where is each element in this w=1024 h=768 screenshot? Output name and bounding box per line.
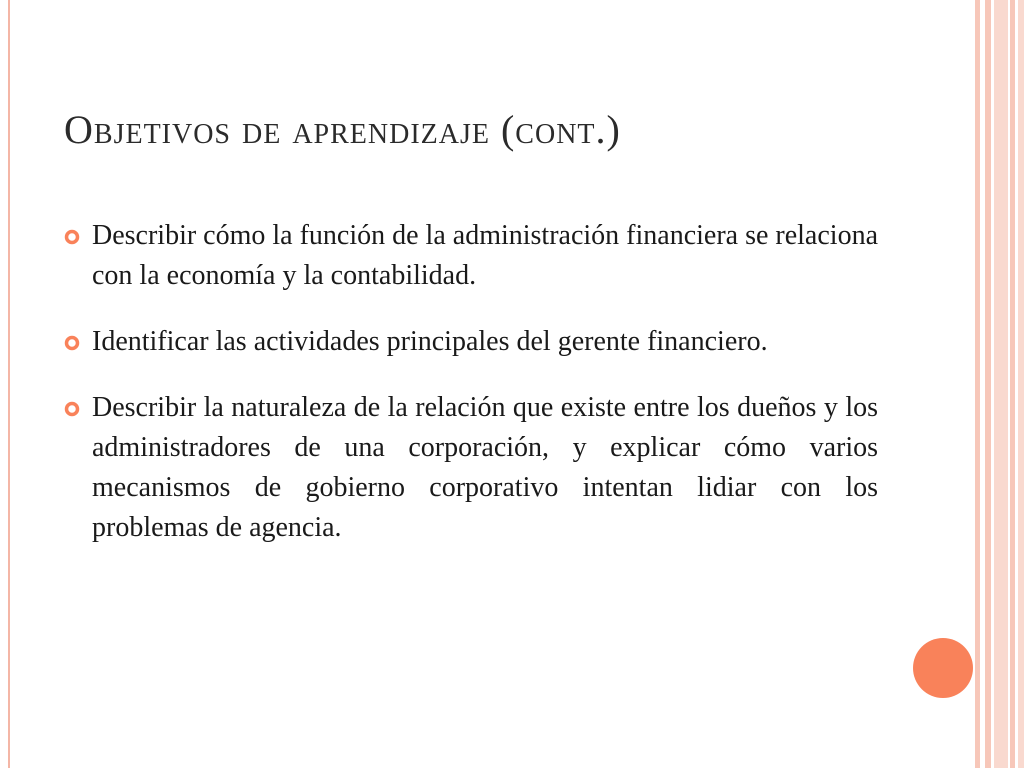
- orange-ring-bullet-icon: [64, 229, 80, 245]
- bullet-list: [64, 216, 878, 574]
- orange-ring-bullet-icon: [64, 401, 80, 417]
- bullet-item: [64, 322, 878, 362]
- bullet-text: Describir cómo la función de la administración financiera se relaciona con la economía y la contabilidad.: [92, 220, 878, 291]
- decorative-stripe: [1010, 0, 1015, 768]
- bullet-item: [64, 216, 878, 296]
- slide-title: Objetivos de aprendizaje (cont.): [64, 107, 621, 152]
- decorative-stripe: [985, 0, 991, 768]
- bullet-item: [64, 388, 878, 548]
- decorative-stripe: [975, 0, 980, 768]
- decorative-orange-circle: [913, 638, 973, 698]
- decorative-stripe: [1018, 0, 1024, 768]
- bullet-text: Describir la naturaleza de la relación que existe entre los dueños y los administradores de una corporación, y explicar cómo varios mecanismos de gobierno corporativo intentan lidiar con los problemas de agencia.: [92, 392, 878, 543]
- orange-ring-bullet-icon: [64, 335, 80, 351]
- bullet-text: Identificar las actividades principales del gerente financiero.: [92, 326, 768, 357]
- left-border-line: [8, 0, 10, 768]
- decorative-stripe: [994, 0, 1008, 768]
